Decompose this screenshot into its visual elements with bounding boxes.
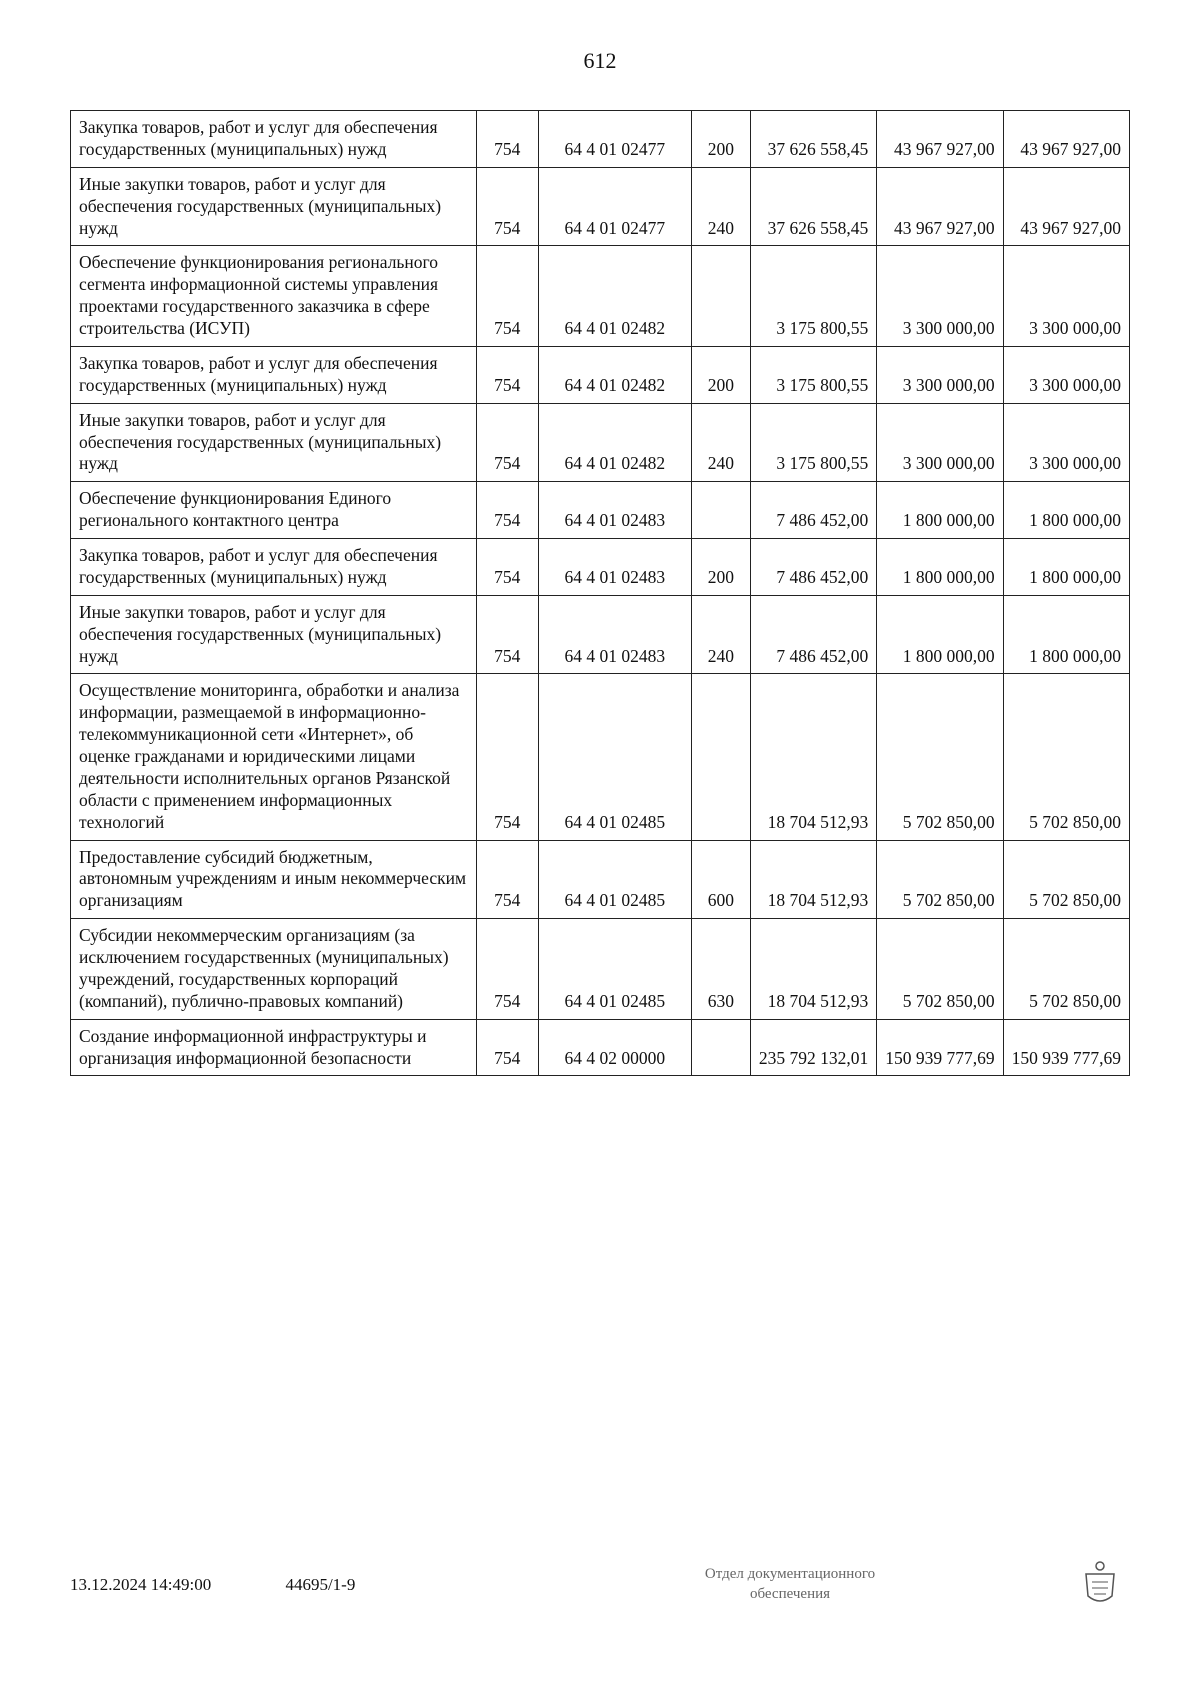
row-csr-code: 64 4 01 02485 — [538, 840, 691, 919]
row-vr-code: 200 — [691, 111, 750, 168]
row-csr-code: 64 4 01 02485 — [538, 674, 691, 840]
row-sum-1: 37 626 558,45 — [750, 167, 876, 246]
row-gr-code: 754 — [476, 403, 538, 482]
table-row — [71, 111, 1130, 168]
row-name: Обеспечение функционирования Единого регионального контактного центра — [71, 482, 477, 539]
row-vr-code — [691, 482, 750, 539]
row-csr-code: 64 4 01 02483 — [538, 539, 691, 596]
footer-doc-number: 44695/1-9 — [285, 1575, 356, 1594]
table-row — [71, 539, 1130, 596]
row-name: Иные закупки товаров, работ и услуг для обеспечения государственных (муниципальных) нужд — [71, 403, 477, 482]
row-vr-code: 630 — [691, 919, 750, 1020]
row-vr-code — [691, 674, 750, 840]
row-sum-1: 7 486 452,00 — [750, 539, 876, 596]
row-csr-code: 64 4 01 02483 — [538, 482, 691, 539]
row-sum-1: 3 175 800,55 — [750, 403, 876, 482]
row-sum-1: 7 486 452,00 — [750, 482, 876, 539]
row-csr-code: 64 4 01 02477 — [538, 167, 691, 246]
row-sum-3: 1 800 000,00 — [1003, 595, 1129, 674]
row-name: Иные закупки товаров, работ и услуг для обеспечения государственных (муниципальных) нужд — [71, 595, 477, 674]
row-sum-3: 3 300 000,00 — [1003, 403, 1129, 482]
row-name: Осуществление мониторинга, обработки и анализа информации, размещаемой в информационно-телекоммуникационной сети «Интернет», об оценке гражданами и юридическими лицами деятельности исполнительных органов Рязанской области с применением информационных технологий — [71, 674, 477, 840]
row-sum-2: 5 702 850,00 — [877, 674, 1003, 840]
row-sum-1: 3 175 800,55 — [750, 346, 876, 403]
row-sum-2: 43 967 927,00 — [877, 111, 1003, 168]
row-vr-code: 240 — [691, 595, 750, 674]
row-gr-code: 754 — [476, 1019, 538, 1076]
row-csr-code: 64 4 01 02477 — [538, 111, 691, 168]
stamp-line-1: Отдел документационного — [704, 1566, 876, 1582]
row-gr-code: 754 — [476, 840, 538, 919]
row-sum-1: 18 704 512,93 — [750, 840, 876, 919]
row-gr-code: 754 — [476, 167, 538, 246]
row-sum-2: 3 300 000,00 — [877, 246, 1003, 347]
row-sum-3: 5 702 850,00 — [1003, 919, 1129, 1020]
row-sum-2: 5 702 850,00 — [877, 840, 1003, 919]
row-sum-2: 3 300 000,00 — [877, 403, 1003, 482]
table-row — [71, 840, 1130, 919]
row-name: Предоставление субсидий бюджетным, автономным учреждениям и иным некоммерческим организациям — [71, 840, 477, 919]
row-sum-3: 5 702 850,00 — [1003, 840, 1129, 919]
row-name: Иные закупки товаров, работ и услуг для обеспечения государственных (муниципальных) нужд — [71, 167, 477, 246]
row-sum-3: 3 300 000,00 — [1003, 346, 1129, 403]
page-number: 612 — [583, 48, 617, 73]
row-sum-1: 37 626 558,45 — [750, 111, 876, 168]
row-vr-code: 600 — [691, 840, 750, 919]
row-vr-code — [691, 246, 750, 347]
row-sum-2: 3 300 000,00 — [877, 346, 1003, 403]
table-row — [71, 167, 1130, 246]
row-sum-3: 5 702 850,00 — [1003, 674, 1129, 840]
row-vr-code: 240 — [691, 403, 750, 482]
row-csr-code: 64 4 02 00000 — [538, 1019, 691, 1076]
footer-datetime: 13.12.2024 14:49:00 — [70, 1575, 212, 1594]
row-sum-2: 43 967 927,00 — [877, 167, 1003, 246]
footer-info — [70, 1575, 425, 1595]
row-name: Закупка товаров, работ и услуг для обеспечения государственных (муниципальных) нужд — [71, 346, 477, 403]
row-gr-code: 754 — [476, 346, 538, 403]
row-sum-3: 150 939 777,69 — [1003, 1019, 1129, 1076]
row-gr-code: 754 — [476, 674, 538, 840]
row-vr-code: 200 — [691, 346, 750, 403]
row-name: Создание информационной инфраструктуры и организация информационной безопасности — [71, 1019, 477, 1076]
row-sum-2: 5 702 850,00 — [877, 919, 1003, 1020]
row-gr-code: 754 — [476, 111, 538, 168]
row-vr-code — [691, 1019, 750, 1076]
row-sum-1: 235 792 132,01 — [750, 1019, 876, 1076]
row-gr-code: 754 — [476, 595, 538, 674]
table-row — [71, 919, 1130, 1020]
stamp-line-2: обеспечения — [749, 1585, 831, 1602]
row-sum-1: 3 175 800,55 — [750, 246, 876, 347]
row-name: Обеспечение функционирования регионального сегмента информационной системы управления проектами государственного заказчика в сфере строительства (ИСУП) — [71, 246, 477, 347]
row-csr-code: 64 4 01 02482 — [538, 246, 691, 347]
row-vr-code: 200 — [691, 539, 750, 596]
row-sum-2: 150 939 777,69 — [877, 1019, 1003, 1076]
row-sum-1: 7 486 452,00 — [750, 595, 876, 674]
row-name: Закупка товаров, работ и услуг для обеспечения государственных (муниципальных) нужд — [71, 111, 477, 168]
row-name: Субсидии некоммерческим организациям (за исключением государственных (муниципальных) учреждений, государственных корпораций (компаний), публично-правовых компаний) — [71, 919, 477, 1020]
row-sum-1: 18 704 512,93 — [750, 674, 876, 840]
row-sum-3: 43 967 927,00 — [1003, 167, 1129, 246]
table-row — [71, 1019, 1130, 1076]
row-sum-2: 1 800 000,00 — [877, 595, 1003, 674]
table-row — [71, 674, 1130, 840]
row-name: Закупка товаров, работ и услуг для обеспечения государственных (муниципальных) нужд — [71, 539, 477, 596]
row-csr-code: 64 4 01 02482 — [538, 346, 691, 403]
row-gr-code: 754 — [476, 246, 538, 347]
row-sum-3: 43 967 927,00 — [1003, 111, 1129, 168]
table-row — [71, 246, 1130, 347]
row-sum-2: 1 800 000,00 — [877, 482, 1003, 539]
table-row — [71, 595, 1130, 674]
row-gr-code: 754 — [476, 482, 538, 539]
coat-of-arms-icon — [1080, 1560, 1120, 1608]
row-sum-3: 3 300 000,00 — [1003, 246, 1129, 347]
department-stamp — [640, 1565, 940, 1604]
row-sum-1: 18 704 512,93 — [750, 919, 876, 1020]
table-row — [71, 346, 1130, 403]
row-sum-3: 1 800 000,00 — [1003, 539, 1129, 596]
row-gr-code: 754 — [476, 539, 538, 596]
budget-table — [70, 110, 1130, 1076]
table-row — [71, 403, 1130, 482]
row-csr-code: 64 4 01 02483 — [538, 595, 691, 674]
row-sum-3: 1 800 000,00 — [1003, 482, 1129, 539]
row-gr-code: 754 — [476, 919, 538, 1020]
row-csr-code: 64 4 01 02482 — [538, 403, 691, 482]
row-sum-2: 1 800 000,00 — [877, 539, 1003, 596]
row-vr-code: 240 — [691, 167, 750, 246]
table-row — [71, 482, 1130, 539]
row-csr-code: 64 4 01 02485 — [538, 919, 691, 1020]
